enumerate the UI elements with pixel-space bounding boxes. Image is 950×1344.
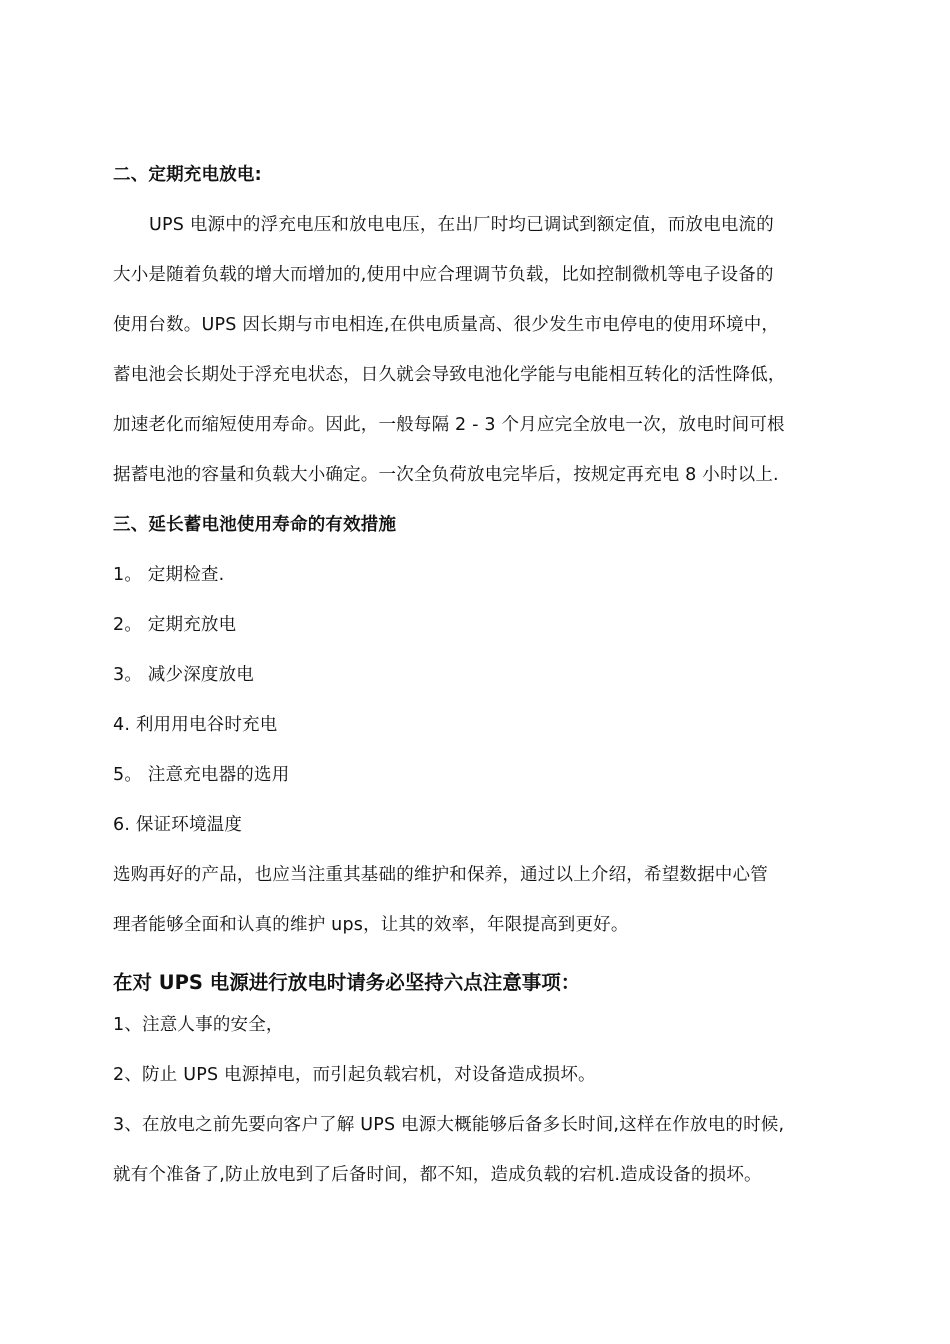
- section-heading-discharge-precautions: 在对 UPS 电源进行放电时请务必坚持六点注意事项：: [113, 971, 581, 994]
- list-item: 1。 定期检查.: [113, 565, 225, 585]
- section-heading-regular-charge: 二、定期充电放电:: [113, 165, 262, 185]
- paragraph-line: 使用台数。UPS 因长期与市电相连,在供电质量高、很少发生市电停电的使用环境中，: [113, 315, 780, 335]
- list-item: 1、注意人事的安全，: [113, 1015, 284, 1035]
- list-item: 就有个准备了,防止放电到了后备时间，都不知，造成负载的宕机.造成设备的损坏。: [113, 1165, 762, 1185]
- list-item: 4. 利用用电谷时充电: [113, 715, 278, 735]
- list-item: 3。 减少深度放电: [113, 665, 254, 685]
- paragraph-line: 加速老化而缩短使用寿命。因此，一般每隔 2 - 3 个月应完全放电一次，放电时间可根: [113, 415, 785, 435]
- closing-paragraph: [113, 850, 853, 950]
- document-page: [113, 150, 853, 1200]
- paragraph-line: 据蓄电池的容量和负载大小确定。一次全负荷放电完毕后，按规定再充电 8 小时以上.: [113, 465, 779, 485]
- list-item: 2、防止 UPS 电源掉电，而引起负载宕机，对设备造成损坏。: [113, 1065, 596, 1085]
- paragraph-line: 大小是随着负载的增大而增加的,使用中应合理调节负载，比如控制微机等电子设备的: [113, 265, 774, 285]
- list-item: 5。 注意充电器的选用: [113, 765, 290, 785]
- list-item: 6. 保证环境温度: [113, 815, 243, 835]
- charge-discharge-paragraph: [113, 200, 853, 500]
- paragraph-line: UPS 电源中的浮充电压和放电电压，在出厂时均已调试到额定值，而放电电流的: [149, 215, 774, 235]
- section-heading-battery-life: 三、延长蓄电池使用寿命的有效措施: [113, 515, 397, 535]
- precautions-list: [113, 1000, 853, 1200]
- list-item: 3、在放电之前先要向客户了解 UPS 电源大概能够后备多长时间,这样在作放电的时候,: [113, 1115, 785, 1135]
- paragraph-line: 蓄电池会长期处于浮充电状态，日久就会导致电池化学能与电能相互转化的活性降低，: [113, 365, 786, 385]
- paragraph-line: 选购再好的产品，也应当注重其基础的维护和保养，通过以上介绍，希望数据中心管: [113, 865, 768, 885]
- paragraph-line: 理者能够全面和认真的维护 ups，让其的效率，年限提高到更好。: [113, 915, 629, 935]
- list-item: 2。 定期充放电: [113, 615, 237, 635]
- battery-measures-list: [113, 550, 853, 850]
